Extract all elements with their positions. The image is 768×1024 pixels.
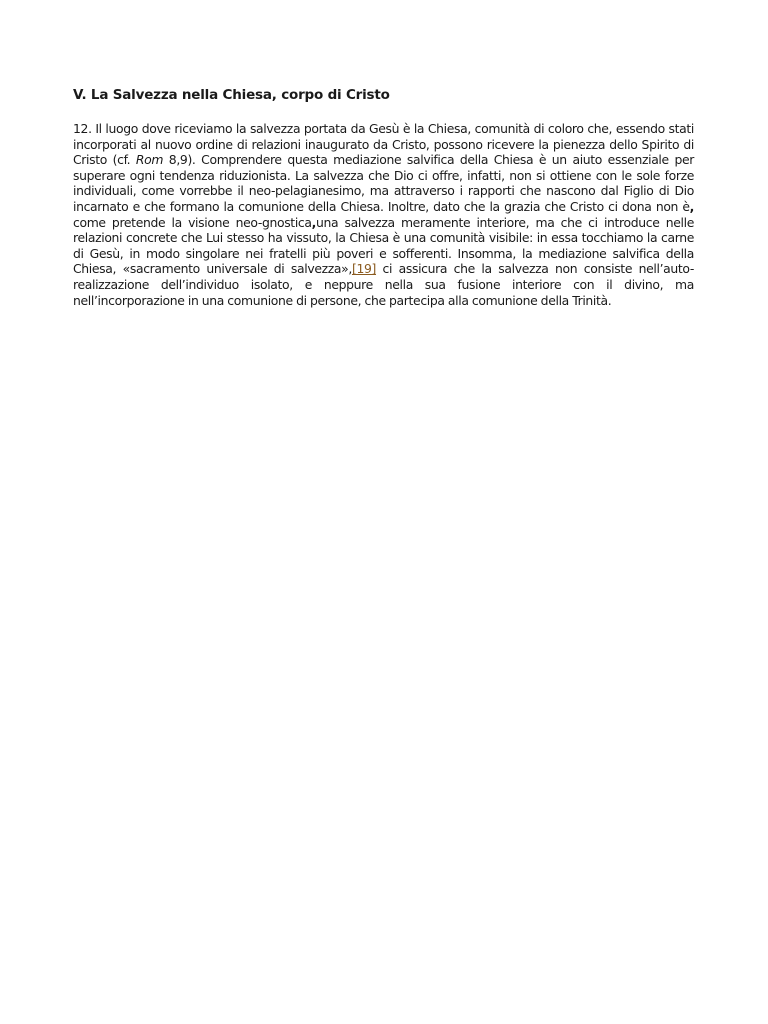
section-heading: V. La Salvezza nella Chiesa, corpo di Cristo	[73, 87, 390, 103]
document-page	[73, 86, 694, 308]
bold-comma-2: ,	[311, 214, 316, 230]
paragraph-text-3: come pretende la visione neo-gnostica	[73, 214, 312, 230]
paragraph-text-4: una salvezza meramente interiore, ma che ci introduce nelle relazioni concrete che Lui stesso ha vissuto, la Chiesa è una comunità visibile: in essa tocchiamo la carne di Gesù, in modo singolare nei fratelli più poveri e sofferenti. Insomma, la mediazione salvifica della Chiesa, «sacramento universale di salvezza»,	[73, 214, 694, 277]
citation-book: Rom	[135, 152, 164, 168]
bold-comma-1: ,	[689, 198, 694, 214]
footnote-link-19[interactable]: [19]	[351, 261, 377, 277]
paragraph-text-1: 12. Il luogo dove riceviamo la salvezza portata da Gesù è la Chiesa, comunità di coloro che, essendo stati incorporati al nuovo ordine di relazioni inaugurato da Cristo, possono ricevere la pienezza dello Spirito di Cristo (cf.	[73, 121, 694, 168]
body-paragraph	[73, 121, 694, 308]
paragraph-text-2: 8,9). Comprendere questa mediazione salvifica della Chiesa è un aiuto essenziale per superare ogni tendenza riduzionista. La salvezza che Dio ci offre, infatti, non si ottiene con le sole forze individuali, come vorrebbe il neo-pelagianesimo, ma attraverso i rapporti che nascono dal Figlio di Dio incarnato e che formano la comunione della Chiesa. Inoltre, dato che la grazia che Cristo ci dona non è	[73, 152, 694, 214]
paragraph-text-5: ci assicura che la salvezza non consiste nell’auto-realizzazione dell’individuo isolato, e neppure nella sua fusione interiore con il divino, ma nell’incorporazione in una comunione di persone, che partecipa alla comunione della Trinità.	[73, 261, 695, 308]
